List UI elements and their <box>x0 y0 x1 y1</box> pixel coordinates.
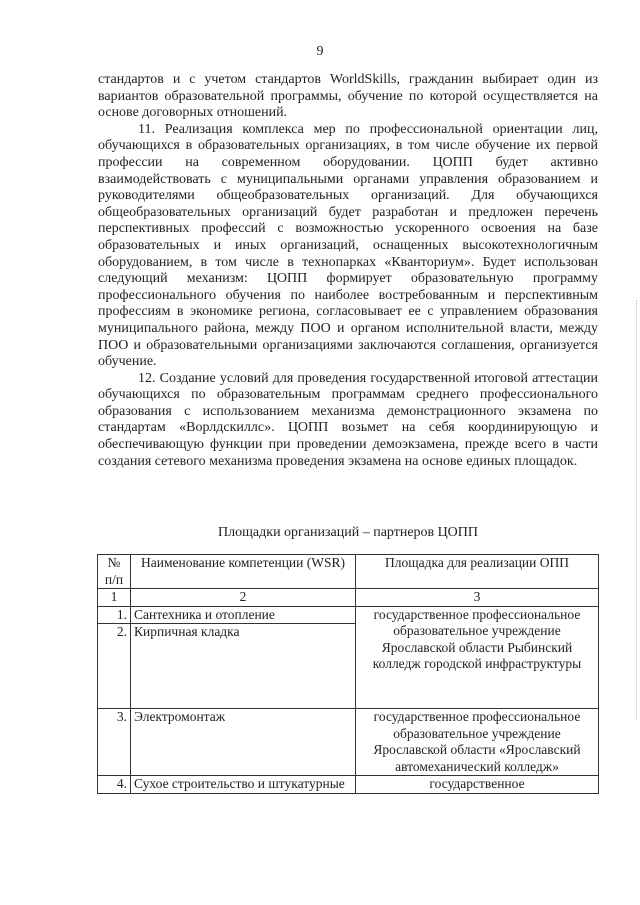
table-row <box>98 606 599 624</box>
partners-table <box>97 554 599 794</box>
table-row <box>98 709 599 776</box>
header-num: № п/п <box>98 555 131 589</box>
paragraph: стандартов и с учетом стандартов WorldSkills, гражданин выбирает один из вариантов образовательной программы, обучение по которой осуществляется на основе договорных отношений. <box>98 72 598 121</box>
col-number: 2 <box>131 589 356 607</box>
column-number-row <box>98 589 599 607</box>
table-title: Площадки организаций – партнеров ЦОПП <box>218 525 478 540</box>
row-name: Кирпичная кладка <box>131 624 356 709</box>
col-number: 3 <box>356 589 599 607</box>
col-number: 1 <box>98 589 131 607</box>
header-site: Площадка для реализации ОПП <box>356 555 599 589</box>
scan-edge-marks <box>633 300 637 720</box>
table-header-row <box>98 555 599 589</box>
row-name: Сухое строительство и штукатурные <box>131 776 356 794</box>
body-text <box>98 72 598 470</box>
row-site: государственное профессиональное образовательное учреждение Ярославской области «Ярославский автомеханический колледж» <box>356 709 599 776</box>
paragraph: 11. Реализация комплекса мер по профессиональной ориентации лиц, обучающихся в образовательных организациях, в том числе обучение их первой профессии на современном оборудовании. ЦОПП будет активно взаимодействовать с муниципальными органами управления образованием и руководителями общеобразовательных организаций. Для обучающихся общеобразовательных организаций будет разработан и предложен перечень перспективных профессий с возможностью ускоренного освоения на базе образовательных и иных организаций, оснащенных высокотехнологичным оборудованием, в том числе в технопарках «Кванториум». Будет использован следующий механизм: ЦОПП формирует образовательную программу профессионального обучения по наиболее востребованным и перспективным профессиям в экономике региона, согласовывает ее с управлением образования муниципального района, между ПОО и органом исполнительной власти, между ПОО и образовательными организациями заключаются соглашения, организуется обучение. <box>98 121 598 370</box>
row-num: 2. <box>98 624 131 709</box>
row-num: 4. <box>98 776 131 794</box>
paragraph: 12. Создание условий для проведения государственной итоговой аттестации обучающихся по образовательным программам среднего профессионального образования с использованием механизма демонстрационного экзамена по стандартам «Ворлдскиллс». ЦОПП возьмет на себя координирующую и обеспечивающую функции при проведении демоэкзамена, прежде всего в части создания сетевого механизма проведения экзамена на основе единых площадок. <box>98 370 598 469</box>
page-number: 9 <box>316 44 324 59</box>
row-num: 3. <box>98 709 131 776</box>
row-name: Электромонтаж <box>131 709 356 776</box>
table-row <box>98 776 599 794</box>
header-name: Наименование компетенции (WSR) <box>131 555 356 589</box>
row-site: государственное <box>356 776 599 794</box>
row-num: 1. <box>98 606 131 624</box>
row-name: Сантехника и отопление <box>131 606 356 624</box>
row-site: государственное профессиональное образовательное учреждение Ярославской области Рыбинский колледж городской инфраструктуры <box>356 606 599 709</box>
